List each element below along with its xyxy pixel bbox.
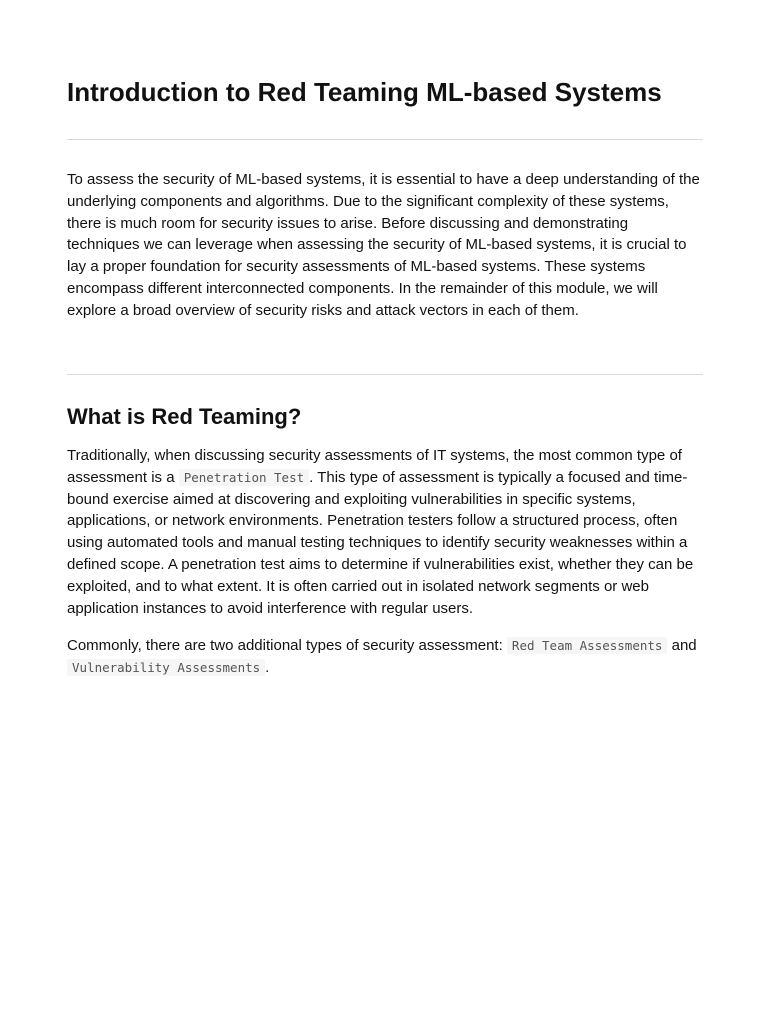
paragraph-text: Commonly, there are two additional types of security assessment:	[67, 637, 507, 654]
inline-code-penetration-test: Penetration Test	[179, 469, 309, 486]
paragraph-text: Traditionally, when discussing security assessments of IT systems, the most common type of assessment is a	[67, 447, 682, 486]
page-title: Introduction to Red Teaming ML-based Systems	[67, 77, 662, 107]
section-heading: What is Red Teaming?	[67, 404, 302, 429]
penetration-test-paragraph	[67, 445, 703, 619]
divider-section	[67, 374, 703, 375]
paragraph-text: and	[667, 637, 697, 654]
inline-code-vulnerability-assessments: Vulnerability Assessments	[67, 659, 265, 676]
assessment-types-paragraph	[67, 635, 703, 679]
paragraph-text: . This type of assessment is typically a focused and time-bound exercise aimed at discovering and exploiting vulnerabilities in specific systems, applications, or network environments. Penetration testers follow a structured process, often using automated tools and manual testing techniques to identify security weaknesses within a defined scope. A penetration test aims to determine if vulnerabilities exist, whether they can be exploited, and to what extent. It is often carried out in isolated network segments or web application instances to avoid interference with regular users.	[67, 468, 694, 617]
paragraph-text: .	[265, 658, 270, 676]
inline-code-red-team-assessments: Red Team Assessments	[507, 637, 668, 654]
intro-paragraph: To assess the security of ML-based systems, it is essential to have a deep understanding of the underlying components and algorithms. Due to the significant complexity of these systems, there is much room for security issues to arise. Before discussing and demonstrating techniques we can leverage when assessing the security of ML-based systems, it is crucial to lay a proper foundation for security assessments of ML-based systems. These systems encompass different interconnected components. In the remainder of this module, we will explore a broad overview of security risks and attack vectors in each of them.	[67, 171, 700, 319]
divider-top	[67, 139, 703, 140]
